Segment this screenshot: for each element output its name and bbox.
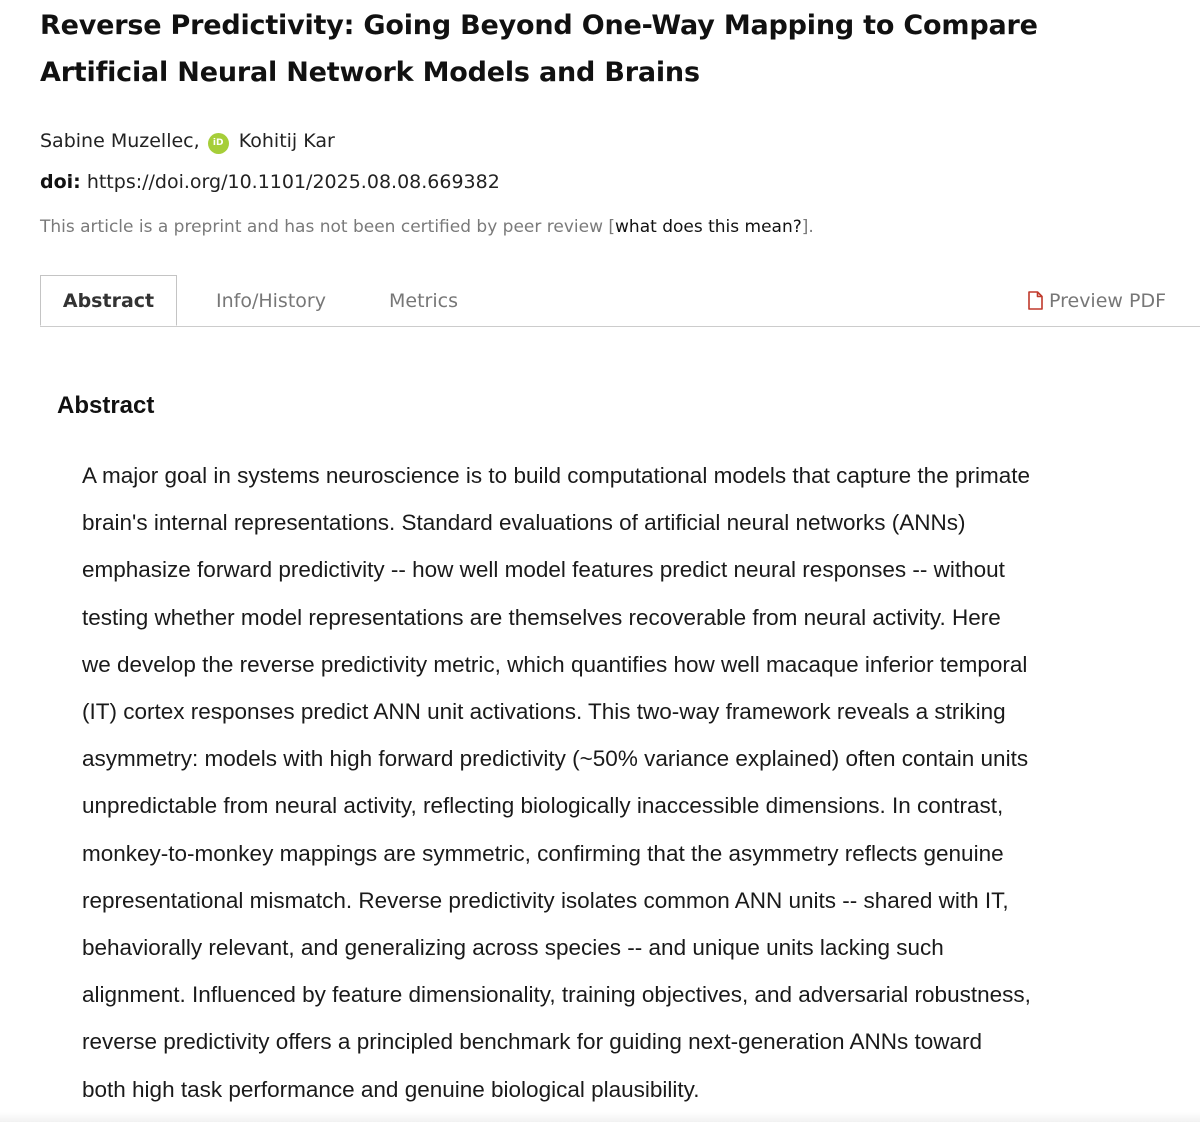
- page-bottom-edge: [0, 1112, 1200, 1122]
- author-sabine-muzellec[interactable]: Sabine Muzellec,: [40, 130, 200, 152]
- abstract-line: alignment. Influenced by feature dimensionality, training objectives, and adversarial robustness,: [82, 982, 1031, 1008]
- preview-pdf-label: Preview PDF: [1048, 290, 1166, 312]
- doi-line: [40, 167, 500, 197]
- abstract-line: monkey-to-monkey mappings are symmetric, confirming that the asymmetry reflects genuine: [82, 840, 1004, 866]
- doi-label: doi:: [40, 171, 81, 193]
- author-kohitij-kar[interactable]: Kohitij Kar: [238, 130, 335, 152]
- tab-metrics[interactable]: Metrics: [389, 290, 458, 312]
- article-tabs: [40, 276, 1200, 327]
- abstract-line: brain's internal representations. Standard evaluations of artificial neural networks (ANNs): [82, 510, 966, 536]
- abstract-line: representational mismatch. Reverse predictivity isolates common ANN units -- shared with IT,: [82, 887, 1009, 913]
- abstract-line: (IT) cortex responses predict ANN unit activations. This two-way framework reveals a striking: [82, 699, 1006, 725]
- abstract-text: [82, 452, 1177, 1113]
- abstract-line: we develop the reverse predictivity metric, which quantifies how well macaque inferior temporal: [82, 651, 1028, 677]
- author-list: [40, 126, 335, 156]
- abstract-line: both high task performance and genuine biological plausibility.: [82, 1076, 700, 1102]
- preprint-notice: [40, 212, 814, 242]
- abstract-line: A major goal in systems neuroscience is to build computational models that capture the primate: [82, 463, 1030, 488]
- abstract-heading: Abstract: [57, 392, 155, 419]
- abstract-line: reverse predictivity offers a principled benchmark for guiding next-generation ANNs toward: [82, 1029, 983, 1055]
- doi-link[interactable]: https://doi.org/10.1101/2025.08.08.669382: [86, 171, 500, 193]
- abstract-line: unpredictable from neural activity, reflecting biologically inaccessible dimensions. In contrast,: [82, 793, 1004, 819]
- tab-abstract[interactable]: Abstract: [40, 275, 177, 326]
- abstract-line: testing whether model representations are themselves recoverable from neural activity. Here: [82, 604, 1001, 630]
- orcid-icon[interactable]: iD: [208, 133, 229, 154]
- tab-info-history[interactable]: Info/History: [216, 290, 326, 312]
- what-does-this-mean-link[interactable]: what does this mean?: [615, 217, 802, 237]
- article-title-line-2: Artificial Neural Network Models and Brains: [40, 57, 700, 88]
- pdf-file-icon: [1028, 291, 1043, 310]
- abstract-line: emphasize forward predictivity -- how well model features predict neural responses -- without: [82, 557, 1005, 583]
- abstract-line: asymmetry: models with high forward predictivity (~50% variance explained) often contain units: [82, 746, 1029, 772]
- preview-pdf-button[interactable]: [1028, 276, 1166, 326]
- preprint-notice-text: This article is a preprint and has not been certified by peer review [: [40, 217, 616, 237]
- preprint-notice-suffix: ].: [801, 217, 814, 237]
- article-title: [40, 2, 1160, 96]
- article-title-line-1: Reverse Predictivity: Going Beyond One-Way Mapping to Compare: [40, 10, 1038, 41]
- abstract-line: behaviorally relevant, and generalizing across species -- and unique units lacking such: [82, 935, 944, 961]
